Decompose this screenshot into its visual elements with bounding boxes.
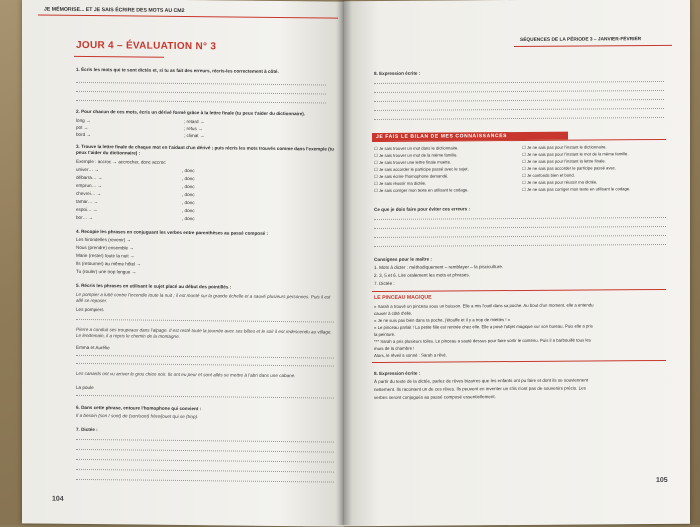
story-line: *** Sarah a pris plusieurs toiles. Le pinceau a sauté dessus pour faire sortir le contenu. Puis il a barbouillé tous les: [374, 337, 591, 344]
q3-donc: , donc: [182, 215, 195, 222]
instruction-line: 1. Mots à dicter : méthodiquement – remblayer – la pisciculture.: [374, 264, 504, 270]
answer-line: [374, 244, 666, 247]
question-3: 3. Trouve la lettre finale de chaque mot en t'aidant d'un dérivé ; puis récris les mots trouvés comme dans l'exemple (tu peux t'aider du dictionnaire) :: [76, 143, 335, 156]
section-title: JOUR 4 – ÉVALUATION N° 3: [76, 39, 217, 53]
q2-word: ; retard →: [184, 119, 205, 125]
q8b-line: nettement. Ils racontent un de ces rêves. Ils peuvent en inventer un s'ils n'ont pas de souvenirs précis. Les: [374, 385, 586, 392]
q5-subject-a: Les pompiers: [76, 306, 104, 313]
answer-line: [374, 117, 664, 120]
section-title-underline: [74, 56, 164, 58]
answer-line: [374, 226, 666, 229]
checklist-item: ☐ Je sais réussir ma dictée.: [374, 180, 427, 186]
instruction-line: 2. 3, 5 et 6. Lire oralement les mots et phrases.: [374, 272, 471, 278]
q2-word: ; climat →: [184, 133, 205, 139]
q5-text-a: Le pompier a lutté contre l'incendie toute la nuit ; il est monté sur la grande échelle et a sauvé plusieurs personnes. Puis il est allé se reposer.: [76, 291, 331, 304]
q4-line: Marie (rester) toute la nuit →: [76, 252, 135, 259]
q3-word: chevrei… →: [76, 190, 102, 197]
answer-line: [76, 319, 334, 323]
q3-donc: , donc: [182, 191, 195, 198]
q5-text-b: Pierre a conduit ses troupeaux dans l'alpage. Il est resté toute la journée avec ses bêtes et le soir il est redescendu au village. Le lendemain, il a repris le chemin de la montagne.: [76, 326, 332, 339]
answer-line: [76, 439, 334, 443]
checklist-item: ☐ Je sais écrire l'homophone demandé.: [374, 173, 449, 179]
question-7: 7. Dictée :: [76, 426, 98, 433]
answer-line: [76, 82, 326, 86]
bilan-title: JE FAIS LE BILAN DE MES CONNAISSANCES: [376, 133, 508, 140]
checklist-item: ☐ Je ne sais pas accorder le participe passé avec.: [522, 165, 617, 171]
story-line: causer à côté d'elle.: [374, 310, 413, 316]
q8b-line: verbes seront conjugués au passé composé essentiellement.: [374, 394, 496, 400]
q5-text-c: Les canards ont vu arriver le gros chien noir. Ils ont eu peur et sont allés se mettre à l'abri dans une cabane.: [76, 370, 296, 379]
checklist-item: ☐ Je ne sais pas pour l'instant le dictionnaire.: [522, 144, 607, 150]
q2-word: long →: [76, 117, 91, 124]
checklist-item: ☐ Je sais trouver une lettre finale muette.: [374, 159, 452, 165]
story-top-rule: [372, 289, 666, 292]
right-page: [344, 0, 690, 526]
checklist-item: ☐ Je confonds bien et bond.: [522, 172, 575, 178]
instructions-title: Consignes pour le maître :: [374, 256, 432, 262]
q5-subject-c: La poule: [76, 384, 94, 391]
q3-donc: , donc: [182, 183, 195, 190]
story-title: LE PINCEAU MAGIQUE: [374, 294, 432, 301]
question-8b: 8. Expression écrite :: [374, 370, 421, 376]
checklist-item: ☐ Je ne sais pas pour réussir ma dictée.: [522, 179, 598, 185]
q2-word: ; refus →: [184, 126, 203, 132]
right-header-rule: [514, 45, 672, 47]
story-line: « Le pinceau parlait ! La petite fille est rentrée chez elle. Elle a posé l'objet magique sur son bureau. Puis elle a pris: [374, 323, 593, 330]
left-running-header: JE MÉMORISE... ET JE SAIS ÉCRIRE DES MOTS AU CM2: [44, 6, 185, 15]
answer-line: [374, 217, 666, 220]
question-8: 8. Expression écrite :: [374, 70, 421, 76]
checklist-item: ☐ Je ne sais pas corriger mon texte en utilisant le codage.: [522, 186, 631, 192]
answer-line: [76, 479, 334, 483]
answer-line: [374, 108, 664, 111]
instruction-line: 7. Dictée :: [374, 280, 395, 286]
answer-line: [76, 449, 334, 453]
left-header-rule: [38, 14, 338, 18]
story-line: la peinture.: [374, 331, 396, 337]
q3-donc: , donc: [182, 207, 195, 214]
errors-prompt: Ce que je dois faire pour éviter ces erreurs :: [374, 206, 470, 212]
q3-word: emprun… →: [76, 182, 103, 189]
story-line: Alors, le rêveil a sonné : Sarah a rêvé.: [374, 352, 447, 358]
q3-donc: , donc: [182, 175, 195, 182]
open-book: [8, 0, 698, 525]
q6-sentence: Il a besoin (son / sont) de (son/sont) frère/jouet qui se (trop).: [76, 412, 199, 420]
checklist-item: ☐ Je sais trouver un mot de la même famille.: [374, 152, 458, 158]
q4-line: Les hirondelles (revenir) →: [76, 236, 132, 243]
q8b-line: À partir du texte de la dictée, parlez de rêves bizarres que les enfants ont pu faire et dont ils se souviennent: [374, 377, 589, 384]
book-spine-shadow: [336, 0, 352, 525]
question-2: 2. Pour chacun de ces mots, écris un dérivé formé grâce à la lettre finale (tu peux t'aider du dictionnaire).: [76, 108, 306, 117]
checklist-item: ☐ Je sais accorder le participe passé avec le sujet.: [374, 166, 469, 172]
answer-line: [374, 81, 664, 84]
q2-word: bord →: [76, 131, 92, 138]
answer-line: [76, 395, 334, 399]
q3-donc: , donc: [182, 199, 195, 206]
checklist-item: ☐ Je sais trouver un mot dans le dictionnaire.: [374, 145, 459, 151]
checklist-item: ☐ Je sais corriger mon texte en utilisant le codage.: [374, 187, 469, 193]
story-bottom-rule: [372, 360, 666, 363]
q3-word: espoi… →: [76, 206, 98, 213]
answer-line: [76, 469, 334, 473]
q5-subject-b: Emma et Aurélie: [76, 344, 110, 351]
q3-example: Exemple : accroc → accrocher, donc accroc: [76, 158, 166, 165]
answer-line: [76, 100, 326, 104]
answer-line: [76, 91, 326, 95]
q3-donc: , donc: [182, 167, 195, 174]
answer-line: [374, 235, 666, 238]
q4-line: Tu (rouler) une trop longue →: [76, 268, 137, 275]
right-running-header: SÉQUENCES DE LA PÉRIODE 3 – JANVIER-FÉVRIER: [520, 37, 642, 43]
checklist-item: ☐ Je ne sais pas pour l'instant la lettre finale.: [522, 158, 606, 164]
answer-line: [76, 363, 334, 367]
checklist-item: ☐ Je ne sais pas pour l'instant le mot de la même famille.: [522, 151, 629, 157]
answer-line: [76, 459, 334, 463]
left-page: [22, 0, 344, 527]
page-number-left: 104: [52, 495, 64, 503]
question-5: 5. Récris les phrases en utilisant le sujet placé au début des pointillés :: [76, 282, 232, 290]
q3-word: débarra… →: [76, 174, 103, 181]
q3-word: univer… →: [76, 166, 99, 173]
q4-line: Nous (prendre) ensemble →: [76, 244, 134, 251]
answer-line: [374, 99, 664, 102]
q4-line: Ils (retourner) au même hôtel →: [76, 260, 142, 267]
question-4: 4. Recopie les phrases en conjuguant les verbes entre parenthèses au passé composé :: [76, 228, 268, 236]
story-line: murs de la chambre !: [374, 345, 415, 351]
question-1: 1. Écris les mots qui te sont dictés et, si tu as fait des erreurs, récris-les correctement à côté.: [76, 66, 279, 75]
q2-word: pot →: [76, 124, 89, 131]
story-line: « Sarah a trouvé un pinceau sous un buisson. Elle a mis l'outil dans sa poche. Au bout d'un moment, elle a entendu: [374, 302, 594, 309]
answer-line: [76, 355, 334, 359]
q3-word: tamar… →: [76, 198, 99, 205]
answer-line: [374, 90, 664, 93]
story-line: « Je ne suis pas bien dans ta poche, j'étouffe et il y a trop de miettes ! »: [374, 317, 511, 323]
q3-word: bor… →: [76, 214, 94, 221]
question-6: 6. Dans cette phrase, entoure l'homophone qui convient :: [76, 404, 202, 412]
page-number-right: 105: [656, 476, 668, 485]
